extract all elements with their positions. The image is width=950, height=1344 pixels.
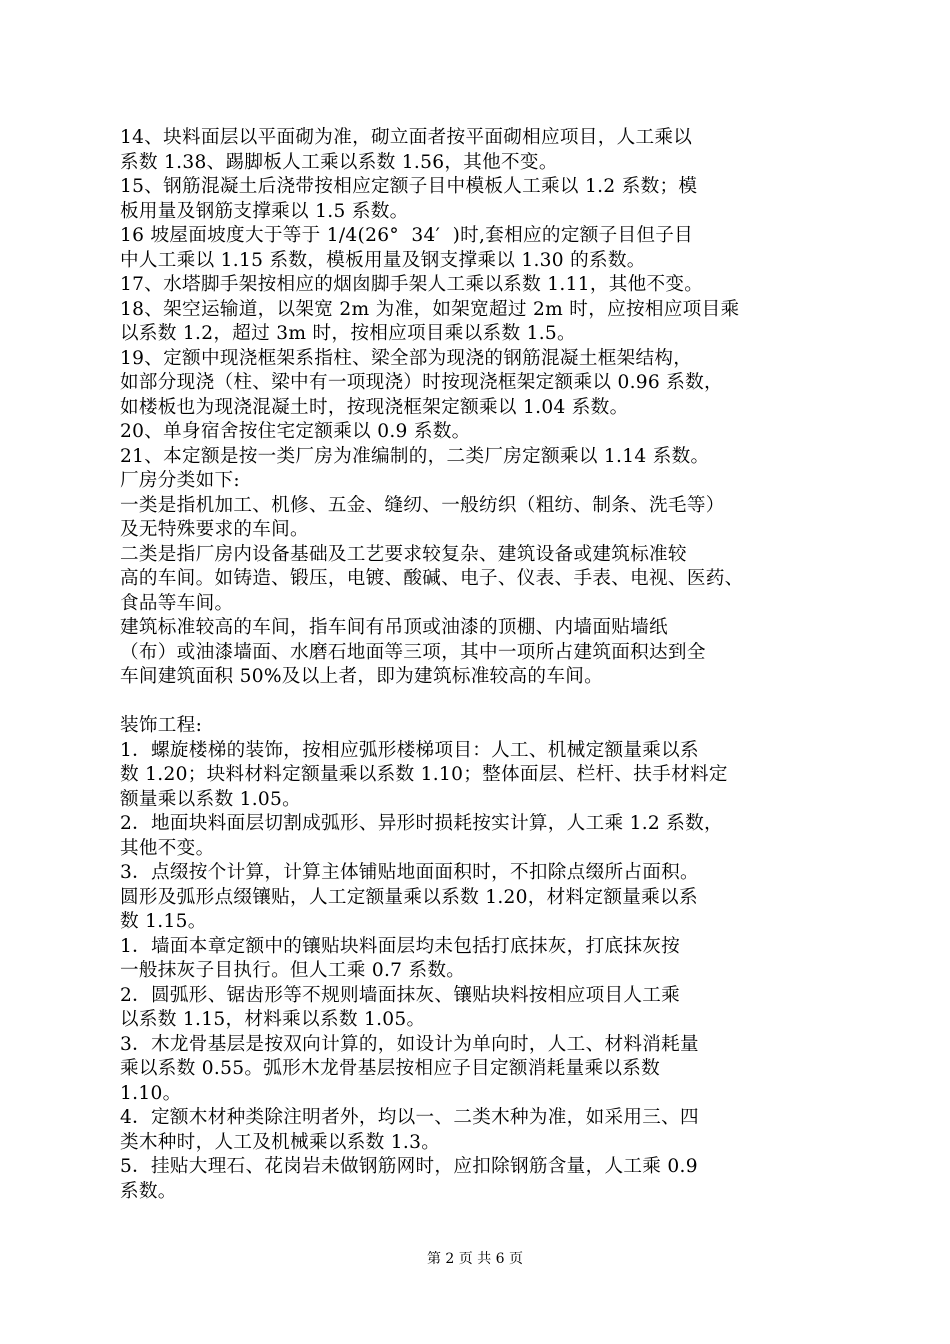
text-line: 系数。 (120, 1180, 177, 1202)
text-line: 一类是指机加工、机修、五金、缝纫、一般纺织（粗纺、制条、洗毛等） (120, 494, 725, 516)
text-line: 圆形及弧形点缀镶贴，人工定额量乘以系数 1.20，材料定额量乘以系 (120, 886, 698, 908)
text-line: 21、本定额是按一类厂房为准编制的，二类厂房定额乘以 1.14 系数。 (120, 445, 710, 467)
page-number-label: 第 2 页 共 6 页 (426, 1251, 524, 1267)
page-footer (0, 1250, 950, 1268)
text-line: 如楼板也为现浇混凝土时，按现浇框架定额乘以 1.04 系数。 (120, 396, 629, 418)
text-line: 建筑标准较高的车间，指车间有吊顶或油漆的顶棚、内墙面贴墙纸 (120, 617, 668, 638)
text-line: 其他不变。 (120, 837, 215, 859)
text-line: 18、架空运输道，以架宽 2m 为准，如架宽超过 2m 时，应按相应项目乘 (120, 298, 740, 320)
text-line: 19、定额中现浇框架系指柱、梁全部为现浇的钢筋混凝土框架结构， (120, 347, 693, 369)
section-heading: 装饰工程: (120, 715, 203, 736)
text-line: 额量乘以系数 1.05。 (120, 788, 302, 810)
text-line: 3．点缀按个计算，计算主体铺贴地面面积时，不扣除点缀所占面积。 (120, 862, 699, 883)
text-line: 二类是指厂房内设备基础及工艺要求较复杂、建筑设备或建筑标准较 (120, 543, 687, 565)
text-line: 中人工乘以 1.15 系数，模板用量及钢支撑乘以 1.30 的系数。 (120, 249, 646, 271)
document-body (120, 126, 820, 1204)
text-line: 以系数 1.15，材料乘以系数 1.05。 (120, 1009, 426, 1030)
text-line: 一般抹灰子目执行。但人工乘 0.7 系数。 (120, 960, 466, 981)
text-line: 类木种时，人工及机械乘以系数 1.3。 (120, 1131, 441, 1153)
text-line: （布）或油漆墙面、水磨石地面等三项，其中一项所占建筑面积达到全 (120, 641, 706, 663)
text-line: 5．挂贴大理石、花岗岩未做钢筋网时，应扣除钢筋含量，人工乘 0.9 (120, 1156, 698, 1177)
text-line: 以系数 1.2，超过 3m 时，按相应项目乘以系数 1.5。 (120, 323, 576, 344)
text-line: 15、钢筋混凝土后浇带按相应定额子目中模板人工乘以 1.2 系数；模 (120, 176, 698, 197)
text-line: 及无特殊要求的车间。 (120, 519, 309, 540)
text-line: 板用量及钢筋支撑乘以 1.5 系数。 (120, 200, 409, 222)
blank-line (120, 690, 820, 715)
text-line: 食品等车间。 (120, 592, 234, 614)
text-line: 4．定额木材种类除注明者外，均以一、二类木种为准，如采用三、四 (120, 1107, 699, 1128)
text-line: 2．地面块料面层切割成弧形、异形时损耗按实计算，人工乘 1.2 系数， (120, 813, 723, 834)
text-line: 厂房分类如下: (120, 470, 240, 491)
text-line: 乘以系数 0.55。弧形木龙骨基层按相应子目定额消耗量乘以系数 (120, 1058, 661, 1079)
text-line: 17、水塔脚手架按相应的烟囱脚手架人工乘以系数 1.11，其他不变。 (120, 274, 704, 295)
text-line: 3．木龙骨基层是按双向计算的，如设计为单向时，人工、材料消耗量 (120, 1033, 699, 1055)
text-line: 1.10。 (120, 1082, 182, 1104)
text-line: 数 1.20；块料材料定额量乘以系数 1.10；整体面层、栏杆、扶手材料定 (120, 764, 728, 785)
text-line: 如部分现浇（柱、梁中有一项现浇）时按现浇框架定额乘以 0.96 系数， (120, 372, 723, 393)
text-line: 1．螺旋楼梯的装饰，按相应弧形楼梯项目：人工、机械定额量乘以系 (120, 739, 699, 761)
text-line: 系数 1.38、踢脚板人工乘以系数 1.56，其他不变。 (120, 151, 558, 173)
text-line: 20、单身宿舍按住宅定额乘以 0.9 系数。 (120, 421, 471, 442)
text-line: 16 坡屋面坡度大于等于 1/4(26° 34′ )时,套相应的定额子目但子目 (120, 225, 694, 246)
text-line: 1．墙面本章定额中的镶贴块料面层均未包括打底抹灰，打底抹灰按 (120, 935, 681, 957)
text-line: 14、块料面层以平面砌为准，砌立面者按平面砌相应项目，人工乘以 (120, 127, 693, 148)
text-line: 数 1.15。 (120, 911, 207, 932)
text-line: 高的车间。如铸造、锻压，电镀、酸碱、电子、仪表、手表、电视、医药、 (120, 568, 744, 589)
text-line: 车间建筑面积 50%及以上者，即为建筑标准较高的车间。 (120, 666, 603, 687)
text-line: 2．圆弧形、锯齿形等不规则墙面抹灰、镶贴块料按相应项目人工乘 (120, 984, 681, 1006)
